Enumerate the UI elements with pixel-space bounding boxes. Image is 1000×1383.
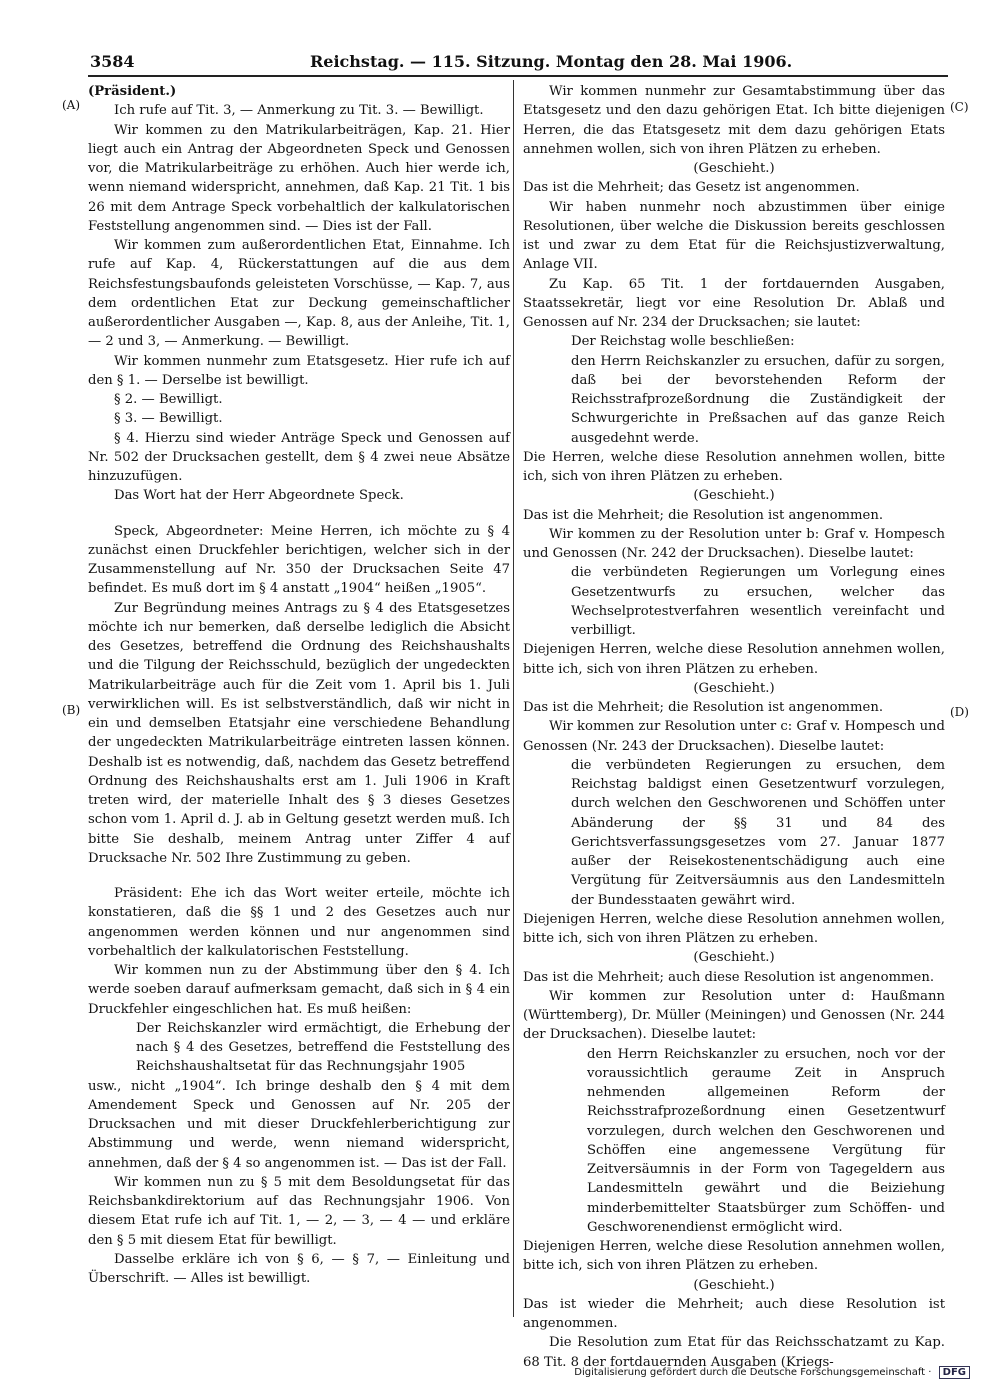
paragraph: Diejenigen Herren, welche diese Resolution annehmen wollen, bitte ich, sich von ihren Plätzen zu erheben.: [523, 642, 945, 677]
paragraph: Diejenigen Herren, welche diese Resolution annehmen wollen, bitte ich, sich von ihren Plätzen zu erheben.: [523, 1239, 945, 1274]
paragraph: die verbündeten Regierungen zu ersuchen, dem Reichstag baldigst einen Gesetzentwurf vorzulegen, durch welchen den Geschworenen und Schöffen unter Abänderung der §§ 31 und 84 des Gerichtsverfassungsgesetzes vom 27. Januar 1877 außer der Reisekostenentschädigung auch eine Vergütung für Zeitversäumnis aus den Landesmitteln der Bundesstaaten gewährt wird.: [571, 757, 945, 908]
paragraph: (Präsident.): [88, 84, 177, 99]
page-header: [90, 50, 948, 74]
paragraph: (Geschieht.): [693, 161, 775, 176]
paragraph: Wir kommen zur Resolution unter d: Haußmann (Württemberg), Dr. Müller (Meiningen) und Genossen (Nr. 244 der Drucksachen). Dieselbe lautet:: [523, 988, 945, 1043]
column-divider: [513, 80, 514, 1317]
margin-mark-b: (B): [62, 703, 81, 717]
right-column: [523, 82, 945, 1372]
paragraph: Wir haben nunmehr noch abzustimmen über einige Resolutionen, über welche die Diskussion bereits geschlossen ist und zwar zu dem Etat für die Reichsjustizverwaltung, Anlage VII.: [523, 199, 945, 273]
left-column: [88, 82, 510, 1288]
paragraph: Wir kommen zur Resolution unter c: Graf v. Hompesch und Genossen (Nr. 243 der Drucksachen). Dieselbe lautet:: [523, 719, 945, 754]
paragraph: Der Reichskanzler wird ermächtigt, die Erhebung der nach § 4 des Gesetzes, betreffend die Feststellung des Reichshaushaltsetat für das Rechnungsjahr 1905: [136, 1020, 510, 1075]
paragraph: Wir kommen zum außerordentlichen Etat, Einnahme. Ich rufe auf Kap. 4, Rückerstattungen auf die aus dem Reichsfestungsbaufonds geleisteten Vorschüsse, — Kap. 7, aus dem ordentlichen Etat zur Deckung gemeinschaftlicher außerordentlicher Ausgaben —, Kap. 8, aus der Anleihe, Tit. 1, — 2 und 3, — Anmerkung. — Bewilligt.: [88, 238, 510, 350]
paragraph: (Geschieht.): [693, 950, 775, 966]
paragraph: Diejenigen Herren, welche diese Resolution annehmen wollen, bitte ich, sich von ihren Plätzen zu erheben.: [523, 911, 945, 946]
paragraph: Das ist die Mehrheit; die Resolution ist angenommen.: [523, 507, 884, 523]
paragraph: (Geschieht.): [693, 488, 775, 504]
paragraph: Wir kommen zu der Resolution unter b: Graf v. Hompesch und Genossen (Nr. 242 der Drucksachen). Dieselbe lautet:: [523, 526, 945, 561]
margin-mark-d: (D): [950, 705, 969, 719]
running-title: Reichstag. — 115. Sitzung. Montag den 28. Mai 1906.: [310, 52, 793, 71]
paragraph: usw., nicht „1904“. Ich bringe deshalb den § 4 mit dem Amendement Speck und Genossen auf Nr. 205 der Drucksachen und mit dieser Druckfehlerberichtigung zur Abstimmung und werde, wenn niemand widerspricht, annehmen, daß der § 4 so angenommen ist. — Das ist der Fall.: [88, 1078, 510, 1171]
page-number: 3584: [90, 52, 135, 71]
margin-mark-a: (A): [62, 98, 81, 112]
footer-credit: Digitalisierung gefördert durch die Deutsche Forschungsgemeinschaft ·: [574, 1367, 932, 1378]
paragraph: Das ist wieder die Mehrheit; auch diese Resolution ist angenommen.: [523, 1296, 945, 1331]
paragraph: § 2. — Bewilligt.: [114, 392, 223, 407]
paragraph: § 3. — Bewilligt.: [114, 411, 223, 427]
paragraph: Präsident: Ehe ich das Wort weiter erteile, möchte ich konstatieren, daß die §§ 1 und 2 des Gesetzes auch nur angenommen werden können und nur angenommen sind vorbehaltlich der kalkulatorischen Feststellung.: [88, 886, 510, 959]
paragraph: Zu Kap. 65 Tit. 1 der fortdauernden Ausgaben, Staatssekretär, liegt vor eine Resolution Dr. Ablaß und Genossen auf Nr. 234 der Drucksachen; sie lautet:: [523, 276, 945, 330]
paragraph: Der Reichstag wolle beschließen:: [571, 334, 795, 350]
paragraph: Wir kommen zu den Matrikularbeiträgen, Kap. 21. Hier liegt auch ein Antrag der Abgeordneten Speck und Genossen vor, die Matrikularbeiträge zu erhöhen. Auch hier werde ich, wenn niemand widerspricht, annehmen, daß Kap. 21 Tit. 1 bis 26 mit dem Antrage Speck vorbehaltlich der kalkulatorischen Feststellung angenommen sind. — Dies ist der Fall.: [88, 122, 510, 234]
paragraph: Das ist die Mehrheit; die Resolution ist angenommen.: [523, 700, 884, 715]
paragraph: Wir kommen nun zu der Abstimmung über den § 4. Ich werde soeben darauf aufmerksam gemacht, daß sich in § 4 ein Druckfehler eingeschlichen hat. Es muß heißen:: [88, 963, 510, 1017]
paragraph: Wir kommen nunmehr zur Gesamtabstimmung über das Etatsgesetz und den dazu gehörigen Etat. Ich bitte diejenigen Herren, die das Etatsgesetz mit dem dazu gehörigen Etats annehmen wollen, sich von ihren Plätzen zu erheben.: [523, 84, 945, 157]
paragraph: Die Herren, welche diese Resolution annehmen wollen, bitte ich, sich von ihren Plätzen zu erheben.: [523, 449, 945, 484]
paragraph: Wir kommen nunmehr zum Etatsgesetz. Hier rufe ich auf den § 1. — Derselbe ist bewilligt.: [88, 353, 510, 388]
paragraph: Die Resolution zum Etat für das Reichsschatzamt zu Kap. 68 Tit. 8 der fortdauernden Ausgaben (Kriegs-: [523, 1335, 945, 1370]
footer: [574, 1366, 970, 1379]
paragraph: Ich rufe auf Tit. 3, — Anmerkung zu Tit. 3. — Bewilligt.: [114, 103, 484, 119]
paragraph-spacer: [88, 506, 510, 522]
paragraph: Speck, Abgeordneter: Meine Herren, ich möchte zu § 4 zunächst einen Druckfehler berichtigen, welcher sich in der Zusammenstellung auf Nr. 350 der Drucksachen Seite 47 befindet. Es muß dort im § 4 anstatt „1904“ heißen „1905“.: [88, 523, 510, 597]
paragraph: § 4. Hierzu sind wieder Anträge Speck und Genossen auf Nr. 502 der Drucksachen gestellt, dem § 4 zwei neue Absätze hinzuzufügen.: [88, 430, 510, 484]
paragraph: Zur Begründung meines Antrags zu § 4 des Etatsgesetzes möchte ich nur bemerken, daß derselbe lediglich die Absicht des Gesetzes, betreffend die Ordnung des Reichshaushalts und die Tilgung der Reichsschuld, bezüglich der ungedeckten Matrikularbeiträge auch für die Zeit vom 1. April bis 1. Juli verwirklichen will. Es ist selbstverständlich, daß wir nicht in ein und demselben Etatsjahr eine verschiedene Behandlung der ungedeckten Matrikularbeiträge eintreten lassen können. Deshalb ist es notwendig, daß, nachdem das Gesetz betreffend Ordnung des Reichshaushalts erst am 1. Juli 1906 in Kraft treten wird, der materielle Inhalt des § 3 dieses Gesetzes schon vom 1. April d. J. ab in Geltung gesetzt werden muß. Ich bitte Sie deshalb, meinem Antrag unter Ziffer 4 auf Drucksache Nr. 502 Ihre Zustimmung zu geben.: [88, 600, 510, 866]
paragraph: (Geschieht.): [693, 1277, 775, 1293]
paragraph: Dasselbe erkläre ich von § 6, — § 7, — Einleitung und Überschrift. — Alles ist bewilligt.: [88, 1251, 510, 1286]
header-rule: [88, 75, 948, 77]
paragraph: Wir kommen nun zu § 5 mit dem Besoldungsetat für das Reichsbankdirektorium auf das Rechnungsjahr 1906. Von diesem Etat rufe ich auf Tit. 1, — 2, — 3, — 4 — und erkläre den § 5 mit diesem Etat für bewilligt.: [88, 1174, 510, 1248]
paragraph: Das ist die Mehrheit; auch diese Resolution ist angenommen.: [523, 969, 935, 985]
dfg-logo: DFG: [939, 1366, 970, 1379]
paragraph: (Geschieht.): [693, 680, 775, 696]
paragraph-spacer: [88, 868, 510, 884]
margin-mark-c: (C): [950, 100, 969, 114]
paragraph: den Herrn Reichskanzler zu ersuchen, dafür zu sorgen, daß bei der bevorstehenden Reform der Reichsstrafprozeßordnung die Zuständigkeit der Schwurgerichte in Preßsachen auf das ganze Reich ausgedehnt werde.: [571, 353, 945, 446]
paragraph: den Herrn Reichskanzler zu ersuchen, noch vor der voraussichtlich geraume Zeit in Anspruch nehmenden allgemeinen Reform der Reichsstrafprozeßordnung einen Gesetzentwurf vorzulegen, durch welchen den Geschworenen und Schöffen eine angemessene Vergütung für Zeitversäumnis in der Form von Tagegeldern aus Landesmitteln gewährt und die Beiziehung minderbemittelter Staatsbürger zum Schöffen- und Geschworenendienst ermöglicht wird.: [587, 1046, 945, 1235]
paragraph: die verbündeten Regierungen um Vorlegung eines Gesetzentwurfs zu ersuchen, welcher das Wechselprotestverfahren wesentlich vereinfacht und verbilligt.: [571, 565, 945, 638]
paragraph: Das ist die Mehrheit; das Gesetz ist angenommen.: [523, 180, 860, 196]
paragraph: Das Wort hat der Herr Abgeordnete Speck.: [114, 488, 404, 504]
